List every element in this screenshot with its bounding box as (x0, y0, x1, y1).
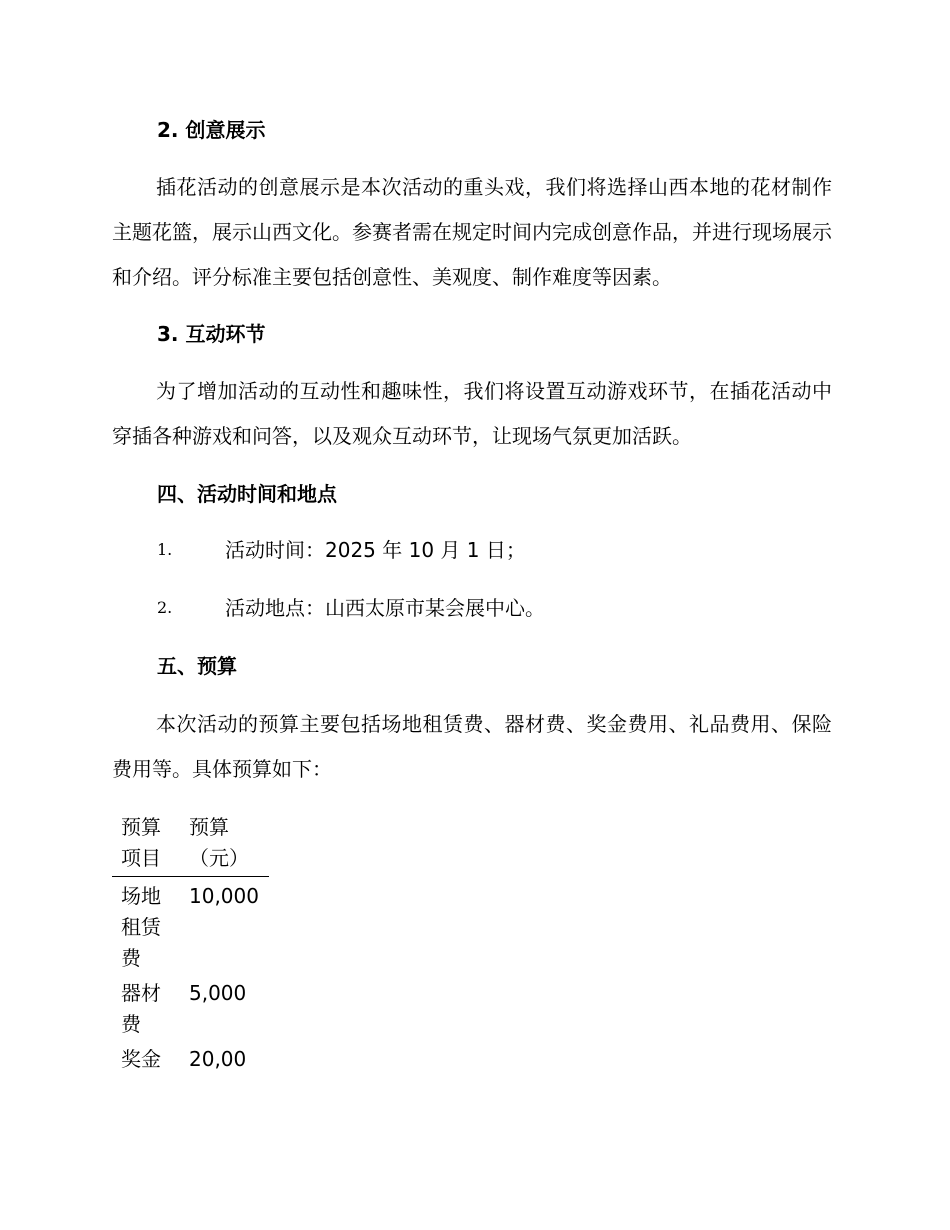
section-heading-interactive: 3. 互动环节 (157, 322, 266, 346)
table-row (112, 978, 269, 1040)
table-cell-amount: 5,000 (189, 981, 247, 1005)
paragraph-interactive: 为了增加活动的互动性和趣味性，我们将设置互动游戏环节，在插花活动中穿插各种游戏和问答，以及观众互动环节，让现场气氛更加活跃。 (112, 379, 832, 448)
list-number: 1. (157, 540, 173, 559)
list-text: 活动时间：2025 年 10 月 1 日； (225, 538, 526, 562)
paragraph-budget: 本次活动的预算主要包括场地租赁费、器材费、奖金费用、礼品费用、保险费用等。具体预算如下： (112, 712, 832, 781)
paragraph-creative: 插花活动的创意展示是本次活动的重头戏，我们将选择山西本地的花材制作主题花篮，展示山西文化。参赛者需在规定时间内完成创意作品，并进行现场展示和介绍。评分标准主要包括创意性、美观度、制作难度等因素。 (112, 175, 832, 289)
table-body (112, 877, 269, 1075)
table-cell-item: 场地租赁费 (121, 884, 161, 970)
list-number: 2. (157, 598, 173, 617)
table-header-amount: 预算（元） (189, 815, 249, 870)
section-heading-time-place: 四、活动时间和地点 (157, 482, 337, 506)
section-heading-budget: 五、预算 (157, 654, 237, 678)
table-header-item: 预算项目 (121, 815, 161, 870)
table-cell-amount: 10,000 (189, 884, 259, 908)
section-heading-creative: 2. 创意展示 (157, 118, 266, 142)
list-text: 活动地点：山西太原市某会展中心。 (225, 596, 545, 620)
table-header-row (112, 812, 269, 877)
table-cell-item: 器材费 (121, 981, 161, 1036)
table-row (112, 1044, 269, 1075)
budget-table (112, 812, 269, 1075)
table-row (112, 881, 269, 974)
table-cell-item: 奖金 (121, 1047, 161, 1071)
table-cell-amount: 20,00 (189, 1047, 247, 1071)
